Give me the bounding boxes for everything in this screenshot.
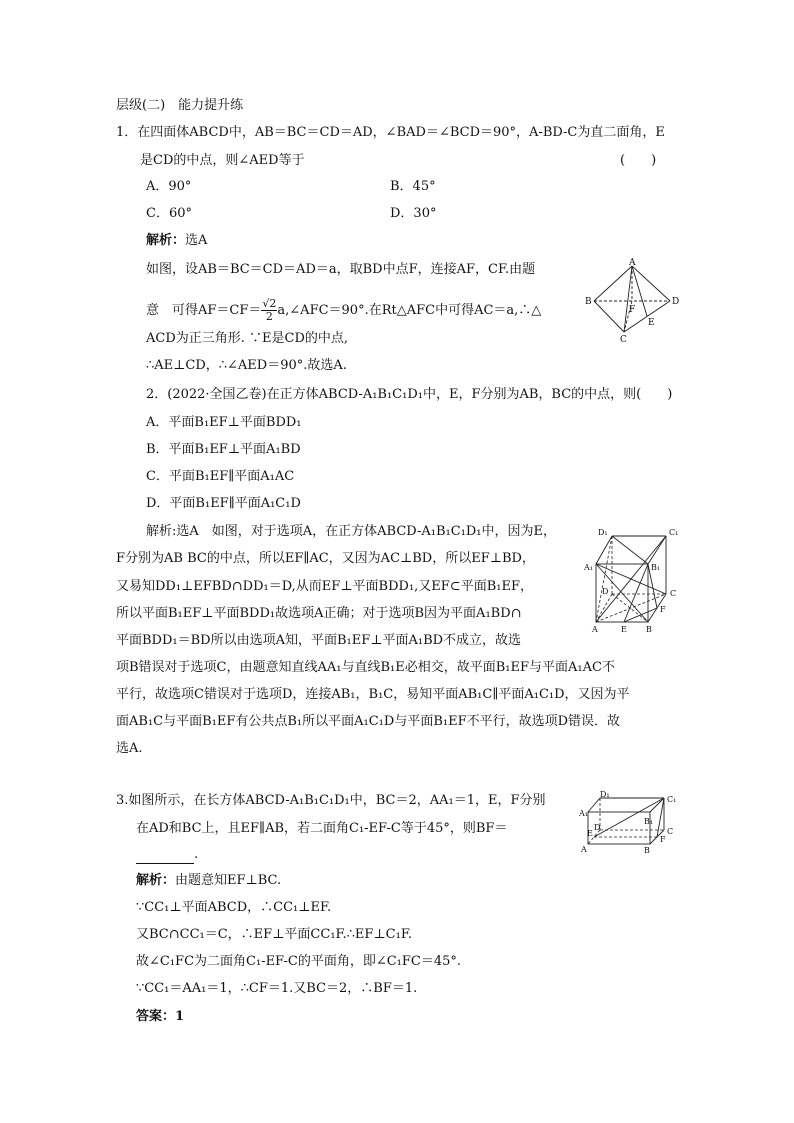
q2-solution-line3: 又易知DD₁⊥EFBD∩DD₁＝D,从而EF⊥平面BDD₁,又EF⊂平面B₁EF， — [116, 579, 533, 594]
q2-solution-line7: 平行，故选项C错误对于选项D，连接AB₁，B₁C，易知平面AB₁C∥平面A₁C₁D，又因为平 — [116, 687, 630, 702]
q2-fig-label-b: B — [646, 625, 652, 634]
q3-fig-label-d: D — [594, 823, 601, 832]
q3-fig-label-b1: B₁ — [644, 817, 654, 826]
q3-fig-label-e: E — [587, 829, 593, 838]
q1-solution-line2 — [146, 298, 541, 323]
q2-solution-line8: 面AB₁C与平面B₁EF有公共点B₁所以平面A₁C₁D与平面B₁EF不平行，故选项D错误．故 — [116, 714, 621, 729]
q3-fig-label-c1: C₁ — [667, 795, 677, 804]
q2-fig-label-d: D — [602, 587, 609, 596]
q1-solution-line2a: 意 可得AF＝CF＝ — [146, 303, 262, 318]
q3-blank: . — [136, 846, 198, 864]
q3-solution-label: 解析： — [136, 873, 176, 888]
q3-fig-label-c: C — [667, 827, 674, 836]
q3-solution-line2: ∵CC₁⊥平面ABCD，∴CC₁⊥EF. — [136, 900, 332, 915]
q1-solution-line3: ACD为正三角形. ∵E是CD的中点, — [146, 331, 349, 346]
q3-fig-label-f: F — [660, 835, 666, 844]
q1-fig-label-c: C — [620, 335, 627, 344]
q2-fig-label-c1: C₁ — [669, 528, 679, 537]
q2-fig-label-d1: D₁ — [598, 528, 608, 537]
q3-fig-label-d1: D₁ — [600, 790, 610, 799]
q3-fig-label-a1: A₁ — [579, 809, 588, 818]
q1-stem-line1: 1．在四面体ABCD中，AB＝BC＝CD＝AD，∠BAD＝∠BCD＝90°，A-BD-C为直二面角，E — [116, 125, 665, 140]
q1-solution-choice: 选A — [185, 233, 208, 248]
q2-fig-label-a1: A₁ — [584, 563, 593, 572]
q2-solution-line6: 项B错误对于选项C，由题意知直线AA₁与直线B₁E必相交，故平面B₁EF与平面A₁AC不 — [116, 660, 615, 675]
q3-solution-head — [136, 872, 281, 890]
q3-answer-blank — [136, 851, 194, 864]
q3-solution-line3: 又BC∩CC₁＝C，∴EF⊥平面CC₁F.∴EF⊥C₁F. — [136, 927, 412, 942]
q2-option-a: A．平面B₁EF⊥平面BDD₁ — [146, 415, 302, 430]
q3-fig-label-a: A — [581, 845, 587, 854]
q2-solution-line5: 平面BDD₁＝BD所以由选项A知，平面B₁EF⊥平面A₁BD不成立，故选 — [116, 633, 522, 648]
q3-fig-label-b: B — [644, 846, 650, 855]
q3-stem-line1: 3.如图所示，在长方体ABCD-A₁B₁C₁D₁中，BC＝2，AA₁＝1，E，F分别 — [116, 793, 546, 808]
q1-solution-label: 解析： — [146, 233, 186, 248]
q1-option-b: B．45° — [390, 179, 436, 194]
q3-answer — [136, 1008, 184, 1026]
q1-fig-label-a: A — [629, 258, 636, 268]
q1-fig-label-e: E — [648, 318, 655, 328]
q2-solution-line1: 解析:选A 如图，对于选项A，在正方体ABCD-A₁B₁C₁D₁中，因为E， — [146, 524, 556, 539]
q3-answer-value: 1 — [175, 1009, 185, 1024]
q1-fraction — [261, 298, 277, 323]
q1-fig-label-b: B — [585, 297, 592, 307]
q1-solution-line1: 如图，设AB＝BC＝CD＝AD＝a，取BD中点F，连接AF，CF.由题 — [146, 262, 536, 277]
q2-fig-label-e: E — [621, 625, 627, 634]
q3-answer-label: 答案： — [136, 1009, 176, 1024]
q3-cuboid-figure — [578, 790, 684, 856]
q1-option-c: C．60° — [146, 206, 192, 221]
section-title: 层级(二) 能力提升练 — [116, 98, 244, 113]
q2-solution-line4: 所以平面B₁EF⊥平面BDD₁故选项A正确；对于选项B因为平面A₁BD∩ — [116, 606, 522, 621]
q1-fig-label-d: D — [672, 297, 680, 307]
q1-solution-line2b: a,∠AFC＝90°.在Rt△AFC中可得AC＝a,∴△ — [277, 303, 542, 318]
q2-option-c: C．平面B₁EF∥平面A₁AC — [146, 469, 295, 484]
q1-stem-line2: 是CD的中点，则∠AED等于 — [140, 153, 305, 168]
q2-fig-label-b1: B₁ — [651, 563, 661, 572]
q2-fig-label-c: C — [670, 589, 677, 598]
q2-fig-label-f: F — [660, 605, 666, 614]
q1-solution-head — [146, 232, 207, 250]
q2-fig-label-a: A — [592, 625, 598, 634]
q1-solution-line4: ∴AE⊥CD，∴∠AED＝90°.故选A. — [146, 358, 347, 373]
q2-solution-line9: 选A. — [116, 741, 143, 756]
q3-solution-line4: 故∠C₁FC为二面角C₁-EF-C的平面角，即∠C₁FC＝45°. — [136, 954, 462, 969]
q1-option-d: D．30° — [390, 206, 437, 221]
q2-option-d: D．平面B₁EF∥平面A₁C₁D — [146, 496, 301, 511]
q2-option-b: B．平面B₁EF⊥平面A₁BD — [146, 442, 301, 457]
q1-fraction-denominator: 2 — [265, 310, 273, 323]
q2-solution-line2: F分别为AB BC的中点，所以EF∥AC，又因为AC⊥BD，所以EF⊥BD， — [116, 551, 535, 566]
q3-stem-line2: 在AD和BC上，且EF∥AB，若二面角C₁-EF-C等于45°，则BF＝ — [136, 821, 508, 836]
q1-option-a: A．90° — [146, 179, 192, 194]
q2-stem: 2．(2022·全国乙卷)在正方体ABCD-A₁B₁C₁D₁中，E，F分别为AB，BC的中点，则( ) — [146, 387, 673, 402]
q3-solution-line5: ∵CC₁＝AA₁＝1，∴CF＝1.又BC＝2，∴BF＝1. — [136, 981, 418, 996]
q2-cube-figure — [584, 524, 684, 636]
q1-fraction-numerator: √2 — [262, 297, 277, 310]
q1-answer-bracket: ( ) — [620, 153, 657, 168]
q1-tetrahedron-figure — [584, 258, 680, 344]
q1-fig-label-f: F — [629, 305, 636, 315]
q3-solution-line1: 由题意知EF⊥BC. — [175, 873, 282, 888]
